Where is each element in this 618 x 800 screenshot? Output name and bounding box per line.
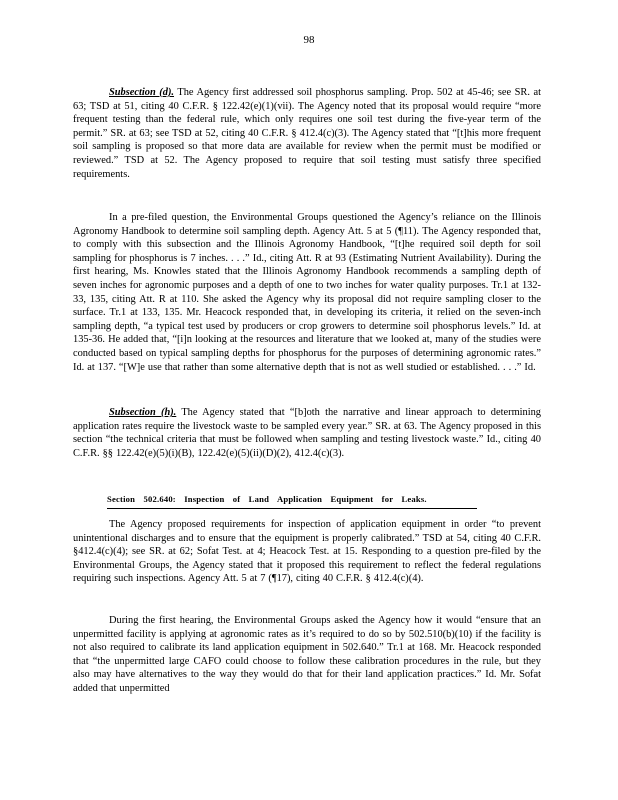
- paragraph-text: During the first hearing, the Environmental Groups asked the Agency how it would “ensure that an unpermitted facility is applying at agronomic rates as it’s required to do so by 502.510(b)(10) if the facility is not also required to calibrate its land application equipment in 502.640.” Tr.1 at 168. Mr. Heacock responded that “the unpermitted large CAFO could choose to follow these calibration procedures in the rule, but they also may have alternatives to the way they would do that for their land application practices.” Id. Mr. Sofat added that unpermitted: [73, 615, 541, 694]
- paragraph-soil-depth: [73, 211, 541, 374]
- section-heading: Section 502.640: Inspection of Land Application Equipment for Leaks.: [107, 493, 477, 509]
- paragraph-subsection-d: [73, 86, 541, 181]
- subsection-d-heading: Subsection (d).: [109, 87, 175, 98]
- paragraph-text: In a pre-filed question, the Environmental Groups questioned the Agency’s reliance on the Illinois Agronomy Handbook to determine soil sampling depth. Agency Att. 5 at 5 (¶11). The Agency responded that, to comply with this subsection and the Illinois Agronomy Handbook, “[t]he required soil depth for soil sampling for phosphorus is 7 inches. . . .” Id., citing Att. R at 93 (Estimating Nutrient Availability). During the first hearing, Ms. Knowles stated that the Illinois Agronomy Handbook recommends a sampling depth of seven inches for agronomic purposes and a depth of one to two inches for water quality purposes. Tr.1 at 132-33, 135, citing Att. R at 110. She asked the Agency why its proposal did not require sampling closer to the surface. Tr.1 at 133, 135. Mr. Heacock responded that, in developing its criteria, it relied on the seven-inch sampling depth, “a typical test used by producers or crop growers to determine soil phosphorus levels.” Id. at 135-36. He added that, “[i]n looking at the resources and literature that we looked at, many of the studies were conducted based on typical sampling depths for phosphorus for the purposes of determining agronomic rates.” Id. at 137. “[W]e use that rather than some alternative depth that is not as well studied or established. . . .” Id.: [73, 212, 541, 373]
- paragraph-subsection-h: [73, 406, 541, 460]
- paragraph-text: The Agency first addressed soil phosphorus sampling. Prop. 502 at 45-46; see SR. at 63; TSD at 51, citing 40 C.F.R. § 122.42(e)(1)(vii). The Agency noted that its proposal would require “more frequent testing than the federal rule, which only requires one soil test during the five-year term of the permit.” SR. at 63; see TSD at 52, citing 40 C.F.R. § 412.4(c)(3). The Agency stated that “[t]his more frequent soil sampling is proposed so that more data are available for review when the permit must be modified or reviewed.” TSD at 52. The Agency proposed to require that soil testing must satisfy three specified requirements.: [73, 87, 541, 180]
- page-number: 98: [303, 34, 315, 46]
- paragraph-text: The Agency proposed requirements for inspection of application equipment in order “to prevent unintentional discharges and to ensure that the equipment is properly calibrated.” TSD at 54, citing 40 C.F.R. §412.4(c)(4); see SR. at 62; Sofat Test. at 4; Heacock Test. at 15. Responding to a question pre-filed by the Environmental Groups, the Agency stated that it proposed this requirement to reflect the federal regulations requiring such inspections. Agency Att. 5 at 7 (¶17), citing 40 C.F.R. § 412.4(c)(4).: [73, 519, 541, 585]
- paragraph-first-hearing: [73, 614, 541, 696]
- paragraph-text: The Agency stated that “[b]oth the narrative and linear approach to determining application rates require the livestock waste to be sampled every year.” SR. at 63. The Agency proposed in this section “the technical criteria that must be followed when sampling and testing livestock waste.” Id., citing 40 C.F.R. §§ 122.42(e)(5)(i)(B), 122.42(e)(5)(ii)(D)(2), 412.4(c)(3).: [73, 407, 542, 459]
- paragraph-inspection: [73, 518, 541, 586]
- subsection-h-heading: Subsection (h).: [109, 407, 177, 418]
